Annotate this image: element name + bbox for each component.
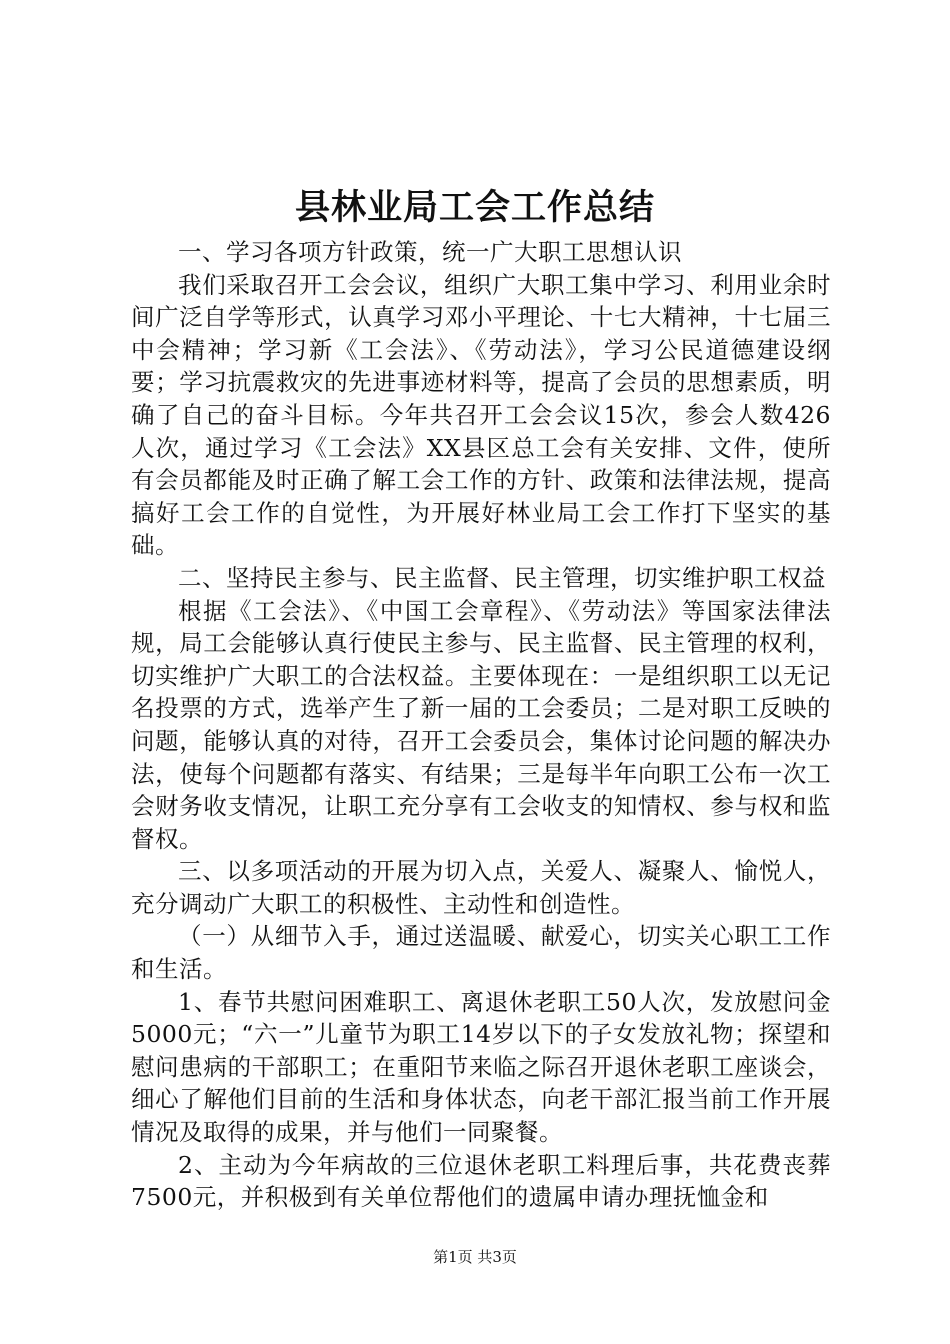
section-heading-3: 三、以多项活动的开展为切入点，关爱人、凝聚人、愉悦人，充分调动广大职工的积极性、主动性和创造性。	[131, 857, 831, 918]
paragraph-1: 我们采取召开工会会议，组织广大职工集中学习、利用业余时间广泛自学等形式，认真学习邓小平理论、十七大精神，十七届三中会精神；学习新《工会法》、《劳动法》，学习公民道德建设纲要；学习抗震救灾的先进事迹材料等，提高了会员的思想素质，明确了自己的奋斗目标。今年共召开工会会议15次，参会人数426人次，通过学习《工会法》XX县区总工会有关安排、文件，使所有会员都能及时正确了解工会工作的方针、政策和法律法规，提高搞好工会工作的自觉性，为开展好林业局工会工作打下坚实的基础。	[131, 270, 831, 560]
subsection-heading-1: （一）从细节入手，通过送温暖、献爱心，切实关心职工工作和生活。	[131, 922, 831, 984]
page-number-footer: 第1页 共3页	[433, 1248, 517, 1266]
list-item-2: 2、主动为今年病故的三位退休老职工料理后事，共花费丧葬7500元，并积极到有关单位帮他们的遗属申请办理抚恤金和	[131, 1150, 831, 1212]
paragraph-2: 根据《工会法》、《中国工会章程》、《劳动法》等国家法律法规，局工会能够认真行使民主参与、民主监督、民主管理的权利，切实维护广大职工的合法权益。主要体现在：一是组织职工以无记名投票的方式，选举产生了新一届的工会委员；二是对职工反映的问题，能够认真的对待，召开工会委员会，集体讨论问题的解决办法，使每个问题都有落实、有结果；三是每半年向职工公布一次工会财务收支情况，让职工充分享有工会收支的知情权、参与权和监督权。	[131, 596, 831, 853]
document-title: 县林业局工会工作总结	[294, 187, 655, 228]
list-item-1: 1、春节共慰问困难职工、离退休老职工50人次，发放慰问金5000元；“六一”儿童节为职工14岁以下的子女发放礼物；探望和慰问患病的干部职工；在重阳节来临之际召开退休老职工座谈会，细心了解他们目前的生活和身体状态，向老干部汇报当前工作开展情况及取得的成果，并与他们一同聚餐。	[131, 987, 831, 1147]
section-heading-1: 一、学习各项方针政策，统一广大职工思想认识	[178, 238, 682, 266]
section-heading-2: 二、坚持民主参与、民主监督、民主管理，切实维护职工权益	[178, 563, 826, 592]
document-body	[131, 236, 831, 1214]
